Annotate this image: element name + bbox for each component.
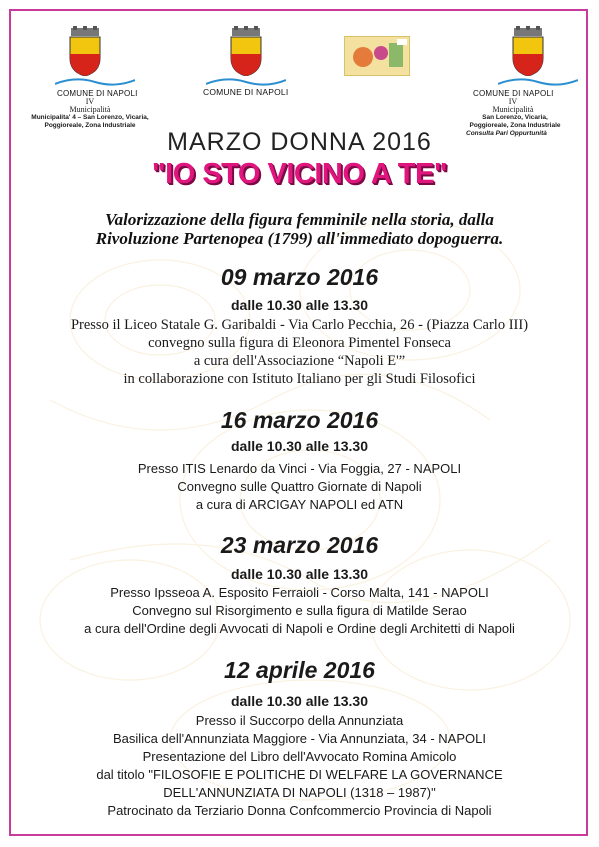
event-detail-line: convegno sulla figura di Eleonora Pimentel Fonseca [148, 335, 451, 351]
municipalita-label-right: Municipalità [492, 105, 534, 114]
event-detail-line: Presentazione del Libro dell'Avvocato Romina Amicolo [142, 749, 457, 764]
event-detail-line: in collaborazione con Istituto Italiano per gli Studi Filosofici [123, 371, 476, 387]
subtitle [0, 210, 599, 248]
napoli-crest-left [55, 26, 115, 86]
event-detail-line: Presso Ipsseoa A. Esposito Ferraioli - Corso Malta, 141 - NAPOLI [110, 585, 489, 600]
consulta-label: Consulta Pari Oppurtunità [466, 130, 547, 137]
subtitle-line: Valorizzazione della figura femminile nella storia, dalla [105, 210, 494, 229]
event-detail-line: Patrocinato da Terziario Donna Confcommercio Provincia di Napoli [107, 803, 492, 818]
comune-label-right: COMUNE DI NAPOLI [473, 89, 554, 98]
event-detail-line: a cura di ARCIGAY NAPOLI ed ATN [195, 497, 404, 512]
event-date: 12 aprile 2016 [224, 657, 375, 683]
event-time: dalle 10.30 alle 13.30 [231, 438, 368, 454]
napoli-crest-center [201, 26, 291, 86]
event-date: 23 marzo 2016 [220, 532, 379, 558]
municipalita-label-left: Municipalità [69, 105, 111, 114]
slogan-title: "IO STO VICINO A TE" [151, 158, 448, 190]
event-detail-line: Convegno sul Risorgimento e sulla figura di Matilde Serao [132, 603, 467, 618]
municipalita-sub2-left: Poggioreale, Zona Industriale [44, 122, 136, 129]
event-detail-line: dal titolo "FILOSOFIE E POLITICHE DI WELFARE LA GOVERNANCE [96, 767, 503, 782]
comune-label-left: COMUNE DI NAPOLI [57, 89, 138, 98]
event-time: dalle 10.30 alle 13.30 [231, 297, 368, 313]
municipalita-number-left: IV [85, 97, 95, 106]
event-detail-line: a cura dell'Associazione “Napoli E'” [193, 353, 406, 369]
event-detail-line: Basilica dell'Annunziata Maggiore - Via Annunziata, 34 - NAPOLI [113, 731, 486, 746]
page-title: MARZO DONNA 2016 [167, 128, 432, 156]
sea-wave-icon [55, 76, 135, 86]
sea-wave-icon [498, 76, 578, 86]
event-detail-line: Presso il Succorpo della Annunziata [195, 713, 404, 728]
municipalita-number-right: IV [508, 97, 518, 106]
event-detail-line: DELL'ANNUNZIATA DI NAPOLI (1318 – 1987)" [163, 785, 436, 800]
event-detail-line: Presso il Liceo Statale G. Garibaldi - Via Carlo Pecchia, 26 - (Piazza Carlo III) [70, 317, 529, 333]
event-detail-line: Convegno sulle Quattro Giornate di Napoli [177, 479, 422, 494]
crest-icon [511, 26, 545, 76]
subtitle-line: Rivoluzione Partenopea (1799) all'immediato dopoguerra. [95, 229, 504, 248]
event-details [0, 316, 599, 388]
event-detail-line: Presso ITIS Lenardo da Vinci - Via Foggia, 27 - NAPOLI [137, 461, 462, 476]
crest-icon [68, 26, 102, 76]
event-details [0, 460, 599, 514]
event-date: 09 marzo 2016 [220, 264, 379, 290]
napoli-crest-right [498, 26, 558, 86]
event-date: 16 marzo 2016 [220, 407, 379, 433]
event-details [0, 712, 599, 820]
illustration-image [345, 37, 409, 75]
municipalita-sub2-right: Poggioreale, Zona Industriale [469, 122, 561, 129]
event-detail-line: a cura dell'Ordine degli Avvocati di Napoli e Ordine degli Architetti di Napoli [84, 621, 515, 636]
crest-icon [229, 26, 263, 76]
event-time: dalle 10.30 alle 13.30 [231, 566, 368, 582]
event-time: dalle 10.30 alle 13.30 [231, 693, 368, 709]
event-poster-thumbnail [344, 36, 410, 76]
event-details [0, 584, 599, 638]
municipalita-sub1-left: Municipalita' 4 – San Lorenzo, Vicaria, [31, 114, 149, 121]
sea-wave-icon [206, 76, 286, 86]
comune-label-center: COMUNE DI NAPOLI [203, 87, 289, 97]
municipalita-sub1-right: San Lorenzo, Vicaria, [482, 114, 548, 121]
